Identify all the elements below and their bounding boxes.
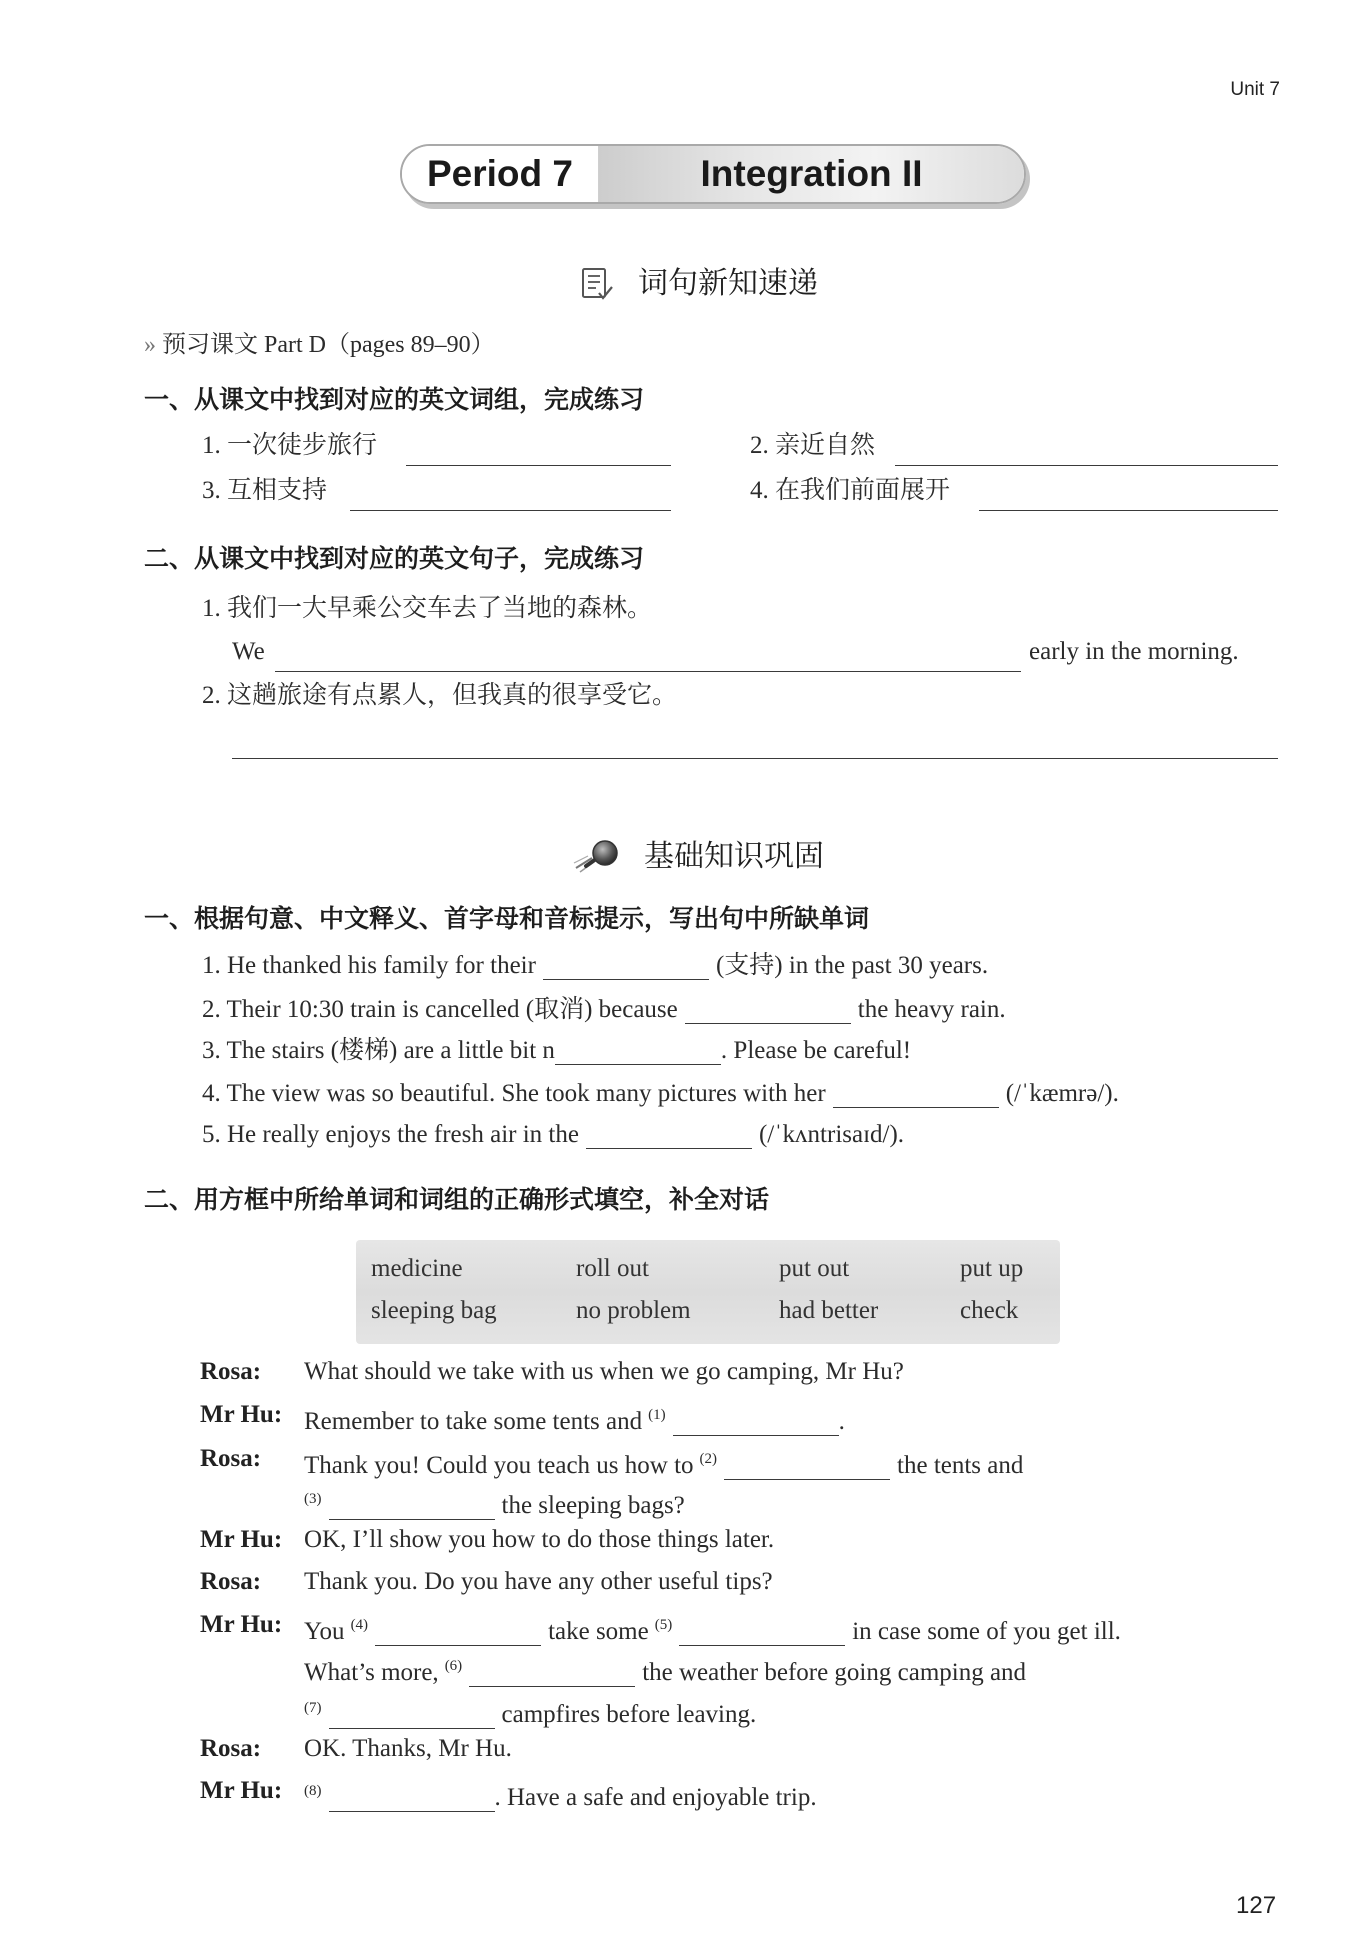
word-option: medicine [371, 1255, 463, 1282]
unit-label: Unit 7 [1230, 79, 1280, 100]
exercise-heading: 二、用方框中所给单词和词组的正确形式填空，补全对话 [144, 1186, 770, 1214]
answer-blank[interactable] [406, 465, 671, 466]
fill-item-hint: (/ˈkæmrə/). [1005, 1080, 1119, 1107]
word-option: check [960, 1297, 1019, 1324]
fill-item [202, 951, 988, 981]
fill-item-hint: (/ˈkʌntrisaɪd/). [758, 1121, 905, 1148]
sentence-prompt: 1. 我们一大早乘公交车去了当地的森林。 [202, 595, 653, 622]
dialogue-line: OK, I’ll show you how to do those things later. [304, 1526, 775, 1553]
dialogue-line: What should we take with us when we go camping, Mr Hu? [304, 1358, 904, 1385]
fill-item-text: 3. The stairs (楼梯) are a little bit n [202, 1037, 555, 1064]
dialogue-text: in case some of you get ill. [852, 1618, 1121, 1645]
dialogue-line [304, 1444, 1023, 1481]
word-option: sleeping bag [371, 1297, 497, 1324]
period-label: Period 7 [402, 146, 599, 202]
blank-number: (2) [699, 1451, 718, 1467]
dialogue-text: . [838, 1408, 845, 1435]
dialogue-text: the tents and [897, 1452, 1024, 1479]
dialogue-speaker: Rosa: [200, 1445, 262, 1472]
answer-blank[interactable] [673, 1434, 839, 1436]
dialogue-speaker: Mr Hu: [200, 1526, 283, 1553]
blank-number: (3) [304, 1491, 322, 1507]
answer-blank[interactable] [586, 1147, 752, 1149]
dialogue-speaker: Mr Hu: [200, 1777, 283, 1804]
dialogue-speaker: Mr Hu: [200, 1611, 283, 1638]
answer-blank[interactable] [329, 1727, 495, 1729]
fill-item [202, 1120, 904, 1150]
word-option: had better [779, 1297, 879, 1324]
page-number: 127 [1236, 1892, 1277, 1919]
dialogue-speaker: Mr Hu: [200, 1401, 283, 1428]
answer-blank[interactable] [375, 1644, 541, 1646]
dialogue-line [304, 1693, 756, 1730]
period-banner [400, 144, 1026, 204]
exercise-heading: 一、根据句意、中文释义、首字母和音标提示，写出句中所缺单词 [144, 905, 870, 933]
answer-blank[interactable] [555, 1063, 721, 1065]
answer-blank[interactable] [543, 978, 709, 980]
answer-blank[interactable] [724, 1478, 890, 1480]
phrase-item: 3. 互相支持 [202, 477, 328, 504]
word-option: no problem [576, 1297, 691, 1324]
dialogue-text: Thank you! Could you teach us how to [304, 1452, 694, 1479]
exercise-heading: 一、从课文中找到对应的英文词组，完成练习 [144, 386, 645, 414]
fill-item-text: 1. He thanked his family for their [202, 952, 536, 979]
section-title-vocabulary: 词句新知速递 [638, 267, 818, 300]
dialogue-line [304, 1610, 1121, 1647]
answer-blank[interactable] [685, 1022, 851, 1024]
sentence-start: We [232, 638, 265, 665]
answer-blank[interactable] [895, 465, 1278, 466]
answer-blank[interactable] [833, 1106, 999, 1108]
preview-text: 预习课文 Part D（pages 89–90） [162, 332, 495, 358]
answer-blank[interactable] [979, 510, 1278, 511]
dialogue-line [304, 1400, 845, 1437]
sentence-end: early in the morning. [1029, 638, 1239, 665]
magnifier-icon [572, 838, 622, 876]
fill-item [202, 995, 1006, 1025]
dialogue-text: campfires before leaving. [501, 1701, 757, 1728]
section-title-basics: 基础知识巩固 [644, 840, 824, 873]
answer-blank[interactable] [679, 1644, 845, 1646]
chevron-marker: » [144, 332, 156, 358]
blank-number: (5) [654, 1617, 673, 1633]
answer-blank[interactable] [232, 758, 1278, 759]
dialogue-text: the weather before going camping and [642, 1659, 1027, 1686]
dialogue-line: OK. Thanks, Mr Hu. [304, 1735, 512, 1762]
fill-item-hint: (支持) in the past 30 years. [715, 952, 989, 979]
word-option: put out [779, 1255, 850, 1282]
dialogue-line: Thank you. Do you have any other useful tips? [304, 1568, 773, 1595]
word-option: roll out [576, 1255, 649, 1282]
dialogue-text: Remember to take some tents and [304, 1408, 643, 1435]
blank-number: (4) [350, 1617, 369, 1633]
dialogue-speaker: Rosa: [200, 1358, 262, 1385]
dialogue-speaker: Rosa: [200, 1568, 262, 1595]
fill-item-text: 5. He really enjoys the fresh air in the [202, 1121, 579, 1148]
fill-item-hint: the heavy rain. [857, 996, 1006, 1023]
dialogue-line [304, 1776, 817, 1813]
phrase-item: 4. 在我们前面展开 [750, 477, 951, 504]
dialogue-line [304, 1484, 685, 1521]
sentence-prompt: 2. 这趟旅途有点累人，但我真的很享受它。 [202, 682, 678, 709]
blank-number: (8) [304, 1783, 322, 1799]
fill-item-hint: . Please be careful! [720, 1037, 912, 1064]
dialogue-text: take some [548, 1618, 649, 1645]
fill-item-text: 4. The view was so beautiful. She took many pictures with her [202, 1080, 826, 1107]
dialogue-text: What’s more, [304, 1659, 439, 1686]
dialogue-text: You [304, 1618, 345, 1645]
dialogue-line [304, 1651, 1026, 1688]
blank-number: (1) [648, 1407, 666, 1423]
fill-item [202, 1079, 1119, 1109]
exercise-heading: 二、从课文中找到对应的英文句子，完成练习 [144, 545, 645, 573]
word-box [356, 1240, 1060, 1344]
blank-number: (7) [304, 1700, 322, 1716]
phrase-item: 1. 一次徒步旅行 [202, 432, 378, 459]
word-option: put up [960, 1255, 1024, 1282]
answer-blank[interactable] [350, 510, 671, 511]
dialogue-text: the sleeping bags? [501, 1492, 685, 1519]
answer-blank[interactable] [329, 1810, 495, 1812]
answer-blank[interactable] [275, 671, 1021, 672]
document-lines-icon [580, 267, 614, 303]
blank-number: (6) [444, 1658, 463, 1674]
fill-item [202, 1036, 911, 1066]
answer-blank[interactable] [329, 1518, 495, 1520]
preview-line [144, 330, 495, 360]
dialogue-text: . Have a safe and enjoyable trip. [494, 1784, 817, 1811]
fill-item-text: 2. Their 10:30 train is cancelled (取消) because [202, 996, 678, 1023]
phrase-item: 2. 亲近自然 [750, 432, 876, 459]
answer-blank[interactable] [469, 1685, 635, 1687]
period-title: Integration II [599, 146, 1024, 202]
dialogue-speaker: Rosa: [200, 1735, 262, 1762]
